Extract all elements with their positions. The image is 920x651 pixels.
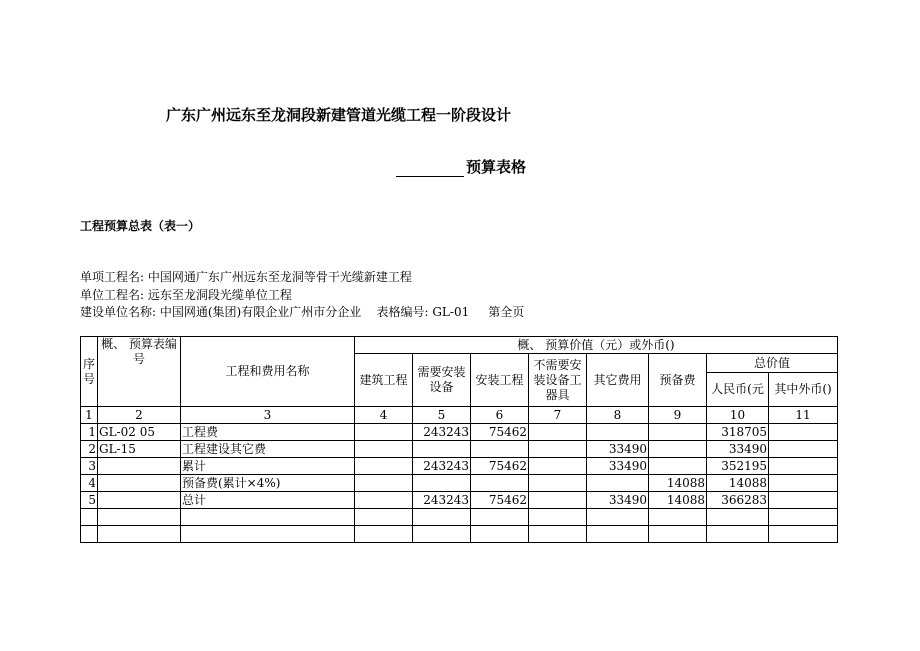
unit-name-line: 单位工程名: 远东至龙洞段光缆单位工程	[80, 288, 292, 302]
header-equip-install: 需要安装设备	[413, 354, 471, 407]
row-install	[471, 475, 529, 492]
row-item-name: 工程费	[181, 424, 355, 441]
row-foreign	[769, 509, 838, 526]
row-budget-code: GL-02 05	[98, 424, 181, 441]
row-item-name: 累计	[181, 458, 355, 475]
row-install: 75462	[471, 424, 529, 441]
row-budget-code	[98, 475, 181, 492]
column-number: 4	[355, 407, 413, 424]
row-equip-install: 243243	[413, 424, 471, 441]
document-title: 广东广州远东至龙洞段新建管道光缆工程一阶段设计	[166, 106, 512, 124]
header-rmb: 人民币(元	[707, 373, 769, 407]
row-budget-code	[98, 458, 181, 475]
row-reserve: 14088	[649, 475, 707, 492]
row-equip-install	[413, 526, 471, 543]
header-building: 建筑工程	[355, 354, 413, 407]
header-install: 安装工程	[471, 354, 529, 407]
row-budget-code	[98, 509, 181, 526]
column-number: 8	[587, 407, 649, 424]
row-reserve	[649, 424, 707, 441]
table-row	[81, 526, 838, 543]
row-budget-code	[98, 492, 181, 509]
row-equip-noinstall	[529, 526, 587, 543]
blank-underline	[396, 162, 464, 177]
row-install	[471, 441, 529, 458]
document-subtitle	[396, 156, 526, 177]
row-install: 75462	[471, 458, 529, 475]
header-other: 其它费用	[587, 354, 649, 407]
row-other	[587, 509, 649, 526]
header-budget-no: 概、 预算表编号	[98, 337, 181, 407]
column-number: 10	[707, 407, 769, 424]
row-seq: 3	[81, 458, 98, 475]
builder-line: 建设单位名称: 中国网通(集团)有限企业广州市分企业 表格编号: GL-01 第全页	[80, 305, 525, 319]
table-row	[81, 509, 838, 526]
row-equip-install	[413, 509, 471, 526]
row-install	[471, 526, 529, 543]
row-building	[355, 424, 413, 441]
table-row	[81, 458, 838, 475]
row-building	[355, 509, 413, 526]
table-row	[81, 441, 838, 458]
header-value-group: 概、 预算价值（元）或外币()	[355, 337, 838, 354]
row-reserve: 14088	[649, 492, 707, 509]
column-number: 1	[81, 407, 98, 424]
row-equip-noinstall	[529, 441, 587, 458]
row-reserve	[649, 509, 707, 526]
column-number: 7	[529, 407, 587, 424]
row-reserve	[649, 458, 707, 475]
row-equip-install: 243243	[413, 492, 471, 509]
row-rmb: 366283	[707, 492, 769, 509]
row-foreign	[769, 475, 838, 492]
row-building	[355, 475, 413, 492]
table-row	[81, 492, 838, 509]
header-seq: 序号	[81, 337, 98, 407]
row-equip-noinstall	[529, 509, 587, 526]
header-item-name: 工程和费用名称	[181, 337, 355, 407]
budget-table	[80, 336, 838, 543]
row-foreign	[769, 424, 838, 441]
row-building	[355, 458, 413, 475]
header-foreign: 其中外币()	[769, 373, 838, 407]
column-number: 5	[413, 407, 471, 424]
project-name-line: 单项工程名: 中国网通广东广州远东至龙洞等骨干光缆新建工程	[80, 270, 412, 284]
row-install	[471, 509, 529, 526]
row-reserve	[649, 526, 707, 543]
column-number: 3	[181, 407, 355, 424]
row-equip-install	[413, 475, 471, 492]
row-seq	[81, 526, 98, 543]
column-number-row	[81, 407, 838, 424]
table-row	[81, 424, 838, 441]
row-item-name: 总计	[181, 492, 355, 509]
row-building	[355, 441, 413, 458]
row-equip-noinstall	[529, 492, 587, 509]
row-foreign	[769, 492, 838, 509]
row-rmb	[707, 509, 769, 526]
row-budget-code: GL-15	[98, 441, 181, 458]
row-other	[587, 424, 649, 441]
column-number: 9	[649, 407, 707, 424]
subtitle-text: 预算表格	[466, 158, 527, 176]
row-other: 33490	[587, 458, 649, 475]
row-item-name	[181, 526, 355, 543]
row-item-name: 预备费(累计×4%)	[181, 475, 355, 492]
row-other	[587, 475, 649, 492]
row-foreign	[769, 441, 838, 458]
row-equip-noinstall	[529, 458, 587, 475]
header-equip-noinstall: 不需要安装设备工器具	[529, 354, 587, 407]
row-seq: 1	[81, 424, 98, 441]
row-budget-code	[98, 526, 181, 543]
row-other: 33490	[587, 441, 649, 458]
row-other: 33490	[587, 492, 649, 509]
row-seq: 5	[81, 492, 98, 509]
row-rmb: 352195	[707, 458, 769, 475]
row-foreign	[769, 458, 838, 475]
row-rmb	[707, 526, 769, 543]
section-title: 工程预算总表（表一）	[80, 219, 201, 233]
row-item-name: 工程建设其它费	[181, 441, 355, 458]
row-seq: 2	[81, 441, 98, 458]
row-seq	[81, 509, 98, 526]
table-row	[81, 475, 838, 492]
row-equip-install	[413, 441, 471, 458]
column-number: 6	[471, 407, 529, 424]
row-equip-install: 243243	[413, 458, 471, 475]
row-foreign	[769, 526, 838, 543]
row-building	[355, 526, 413, 543]
row-install: 75462	[471, 492, 529, 509]
row-rmb: 14088	[707, 475, 769, 492]
row-equip-noinstall	[529, 475, 587, 492]
header-total: 总价值	[707, 354, 838, 373]
row-rmb: 33490	[707, 441, 769, 458]
row-seq: 4	[81, 475, 98, 492]
row-item-name	[181, 509, 355, 526]
column-number: 11	[769, 407, 838, 424]
row-equip-noinstall	[529, 424, 587, 441]
header-reserve: 预备费	[649, 354, 707, 407]
column-number: 2	[98, 407, 181, 424]
row-reserve	[649, 441, 707, 458]
row-building	[355, 492, 413, 509]
row-other	[587, 526, 649, 543]
row-rmb: 318705	[707, 424, 769, 441]
